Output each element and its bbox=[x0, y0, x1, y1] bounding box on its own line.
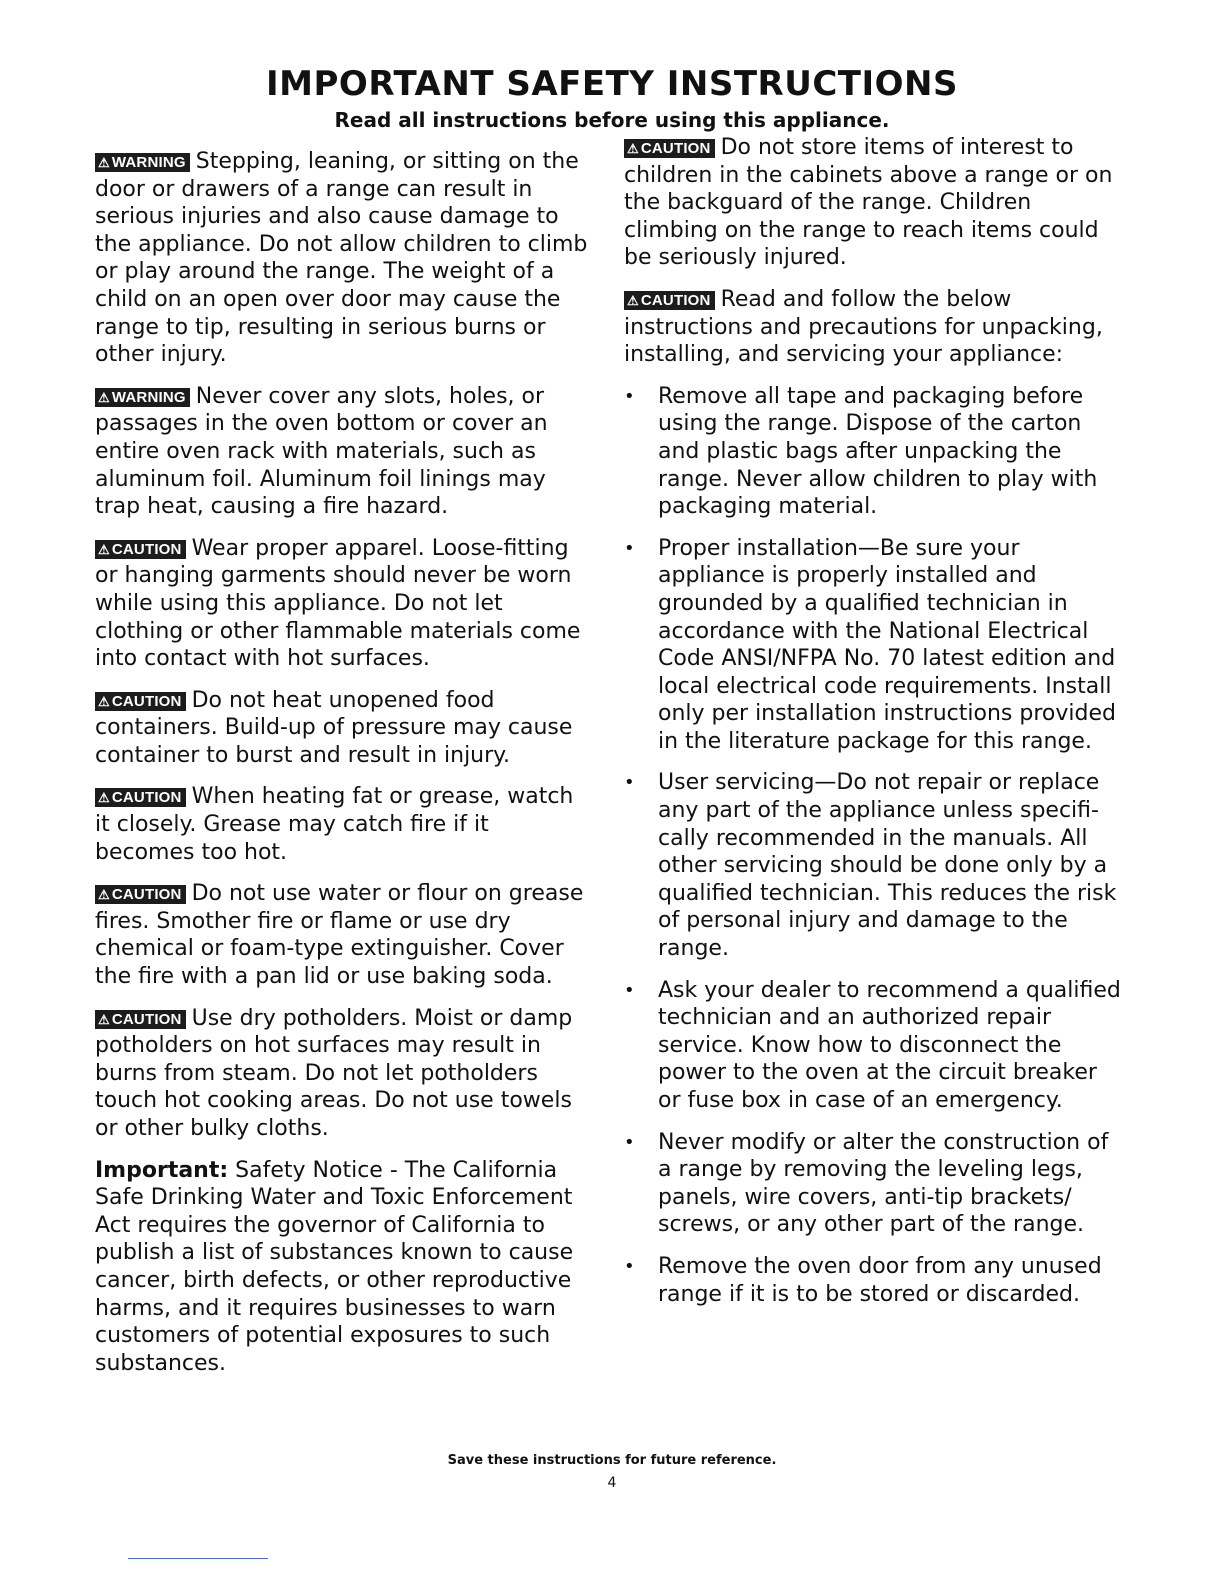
list-item bbox=[624, 383, 1124, 521]
warning-paragraph bbox=[95, 383, 595, 521]
paragraph-text: Use dry potholders. Moist or damp potholders on hot surfaces may result in burns from steam. Do not let potholders touch hot cooking areas. Do not use towels or other bulky cloths. bbox=[95, 1005, 573, 1141]
badge-label: CAUTION bbox=[111, 1010, 182, 1028]
instruction-list bbox=[624, 383, 1124, 1308]
caution-badge bbox=[95, 885, 186, 904]
warning-badge bbox=[95, 153, 190, 172]
page-subtitle: Read all instructions before using this appliance. bbox=[334, 108, 890, 132]
warning-triangle-icon: ⚠ bbox=[98, 693, 110, 709]
caution-badge bbox=[95, 540, 186, 559]
badge-label: CAUTION bbox=[111, 886, 182, 904]
paragraph-text: Stepping, leaning, or sitting on the door or drawers of a range can result in serious injuries and also cause damage to the appliance. Do not allow children to climb or play around the range. The weight of a child on an open over door may cause the range to tip, resulting in serious burns or other injury. bbox=[95, 149, 588, 368]
warning-triangle-icon: ⚠ bbox=[98, 155, 110, 170]
list-item bbox=[624, 535, 1124, 756]
list-item bbox=[624, 1253, 1124, 1308]
bullet-icon: • bbox=[624, 537, 635, 559]
badge-label: CAUTION bbox=[640, 140, 711, 157]
badge-label: CAUTION bbox=[111, 540, 182, 558]
bullet-icon: • bbox=[624, 385, 635, 407]
caution-paragraph bbox=[95, 1005, 595, 1143]
page-title: IMPORTANT SAFETY INSTRUCTIONS bbox=[266, 64, 958, 104]
caution-badge bbox=[95, 692, 186, 711]
paragraph-text: Do not heat unopened food containers. Build-up of pressure may cause container to burst and result in injury. bbox=[95, 687, 573, 768]
caution-paragraph bbox=[95, 783, 595, 866]
warning-triangle-icon: ⚠ bbox=[98, 887, 110, 903]
warning-triangle-icon: ⚠ bbox=[98, 389, 110, 405]
caution-paragraph bbox=[624, 134, 1124, 272]
badge-label: CAUTION bbox=[111, 789, 182, 807]
paragraph-text: Never cover any slots, holes, or passages in the oven bottom or cover an entire oven rack with materials, such as aluminum foil. Aluminum foil linings may trap heat, causing a fire hazard. bbox=[95, 383, 548, 520]
footer-note: Save these instructions for future reference. bbox=[447, 1453, 777, 1468]
bullet-icon: • bbox=[624, 979, 635, 1001]
bullet-icon: • bbox=[624, 1255, 635, 1277]
list-item-text: User servicing—Do not repair or replace any part of the appliance unless specifi-cally recommended in the manuals. All other servicing should be done only by a qualified technician. This reduces the risk of personal injury and damage to the range. bbox=[658, 770, 1117, 962]
caution-paragraph bbox=[95, 687, 595, 770]
warning-triangle-icon: ⚠ bbox=[98, 541, 110, 557]
badge-label: CAUTION bbox=[640, 291, 711, 309]
divider bbox=[128, 1558, 268, 1559]
caution-badge bbox=[95, 1010, 186, 1029]
warning-triangle-icon: ⚠ bbox=[627, 141, 639, 156]
right-column bbox=[624, 134, 1124, 1322]
list-item-text: Proper installation—Be sure your appliance is properly installed and grounded by a qualified technician in accordance with the National Electrical Code ANSI/NFPA No. 70 latest edition and local electrical code requirements. Install only per installation instructions provided in the literature package for this range. bbox=[658, 535, 1116, 754]
list-item-text: Remove all tape and packaging before using the range. Dispose of the carton and plastic bags after unpacking the range. Never allow children to play with packaging material. bbox=[658, 383, 1098, 520]
caution-paragraph bbox=[95, 880, 595, 990]
list-item bbox=[624, 977, 1124, 1115]
caution-badge bbox=[624, 139, 715, 158]
caution-badge bbox=[624, 291, 715, 310]
list-item bbox=[624, 1129, 1124, 1239]
paragraph-text: Do not use water or flour on grease fires. Smother fire or flame or use dry chemical or foam-type extinguisher. Cover the fire with a pan lid or use baking soda. bbox=[95, 881, 584, 990]
paragraph-text: When heating fat or grease, watch it closely. Grease may catch fire if it becomes too hot. bbox=[95, 784, 574, 865]
paragraph-text: Do not store items of interest to children in the cabinets above a range or on the backguard of the range. Children climbing on the range to reach items could be seriously injured. bbox=[624, 135, 1113, 271]
caution-paragraph bbox=[624, 286, 1124, 369]
warning-triangle-icon: ⚠ bbox=[98, 1011, 110, 1027]
warning-triangle-icon: ⚠ bbox=[627, 292, 639, 308]
important-notice bbox=[95, 1157, 595, 1378]
bullet-icon: • bbox=[624, 772, 635, 794]
important-text: Safety Notice - The California Safe Drinking Water and Toxic Enforcement Act requires the governor of California to publish a list of substances known to cause cancer, birth defects, or other reproductive harms, and it requires businesses to warn customers of potential exposures to such substances. bbox=[95, 1157, 574, 1376]
bullet-icon: • bbox=[624, 1131, 635, 1153]
page-number: 4 bbox=[607, 1475, 617, 1491]
warning-badge bbox=[95, 388, 190, 407]
paragraph-text: Read and follow the below instructions and precautions for unpacking, installing, and servicing your appliance: bbox=[624, 286, 1103, 368]
list-item-text: Remove the oven door from any unused range if it is to be stored or discarded. bbox=[658, 1253, 1102, 1307]
warning-paragraph bbox=[95, 148, 595, 369]
important-label: Important: bbox=[95, 1157, 229, 1183]
warning-triangle-icon: ⚠ bbox=[98, 790, 110, 806]
list-item-text: Never modify or alter the construction of a range by removing the leveling legs, panels, wire covers, anti-tip brackets/ screws, or any other part of the range. bbox=[658, 1129, 1109, 1238]
left-column bbox=[95, 148, 595, 1391]
caution-badge bbox=[95, 788, 186, 807]
badge-label: WARNING bbox=[111, 388, 186, 406]
list-item-text: Ask your dealer to recommend a qualified technician and an authorized repair service. Know how to disconnect the power to the oven at the circuit breaker or fuse box in case of an emergency. bbox=[658, 977, 1121, 1113]
badge-label: CAUTION bbox=[111, 692, 182, 710]
caution-paragraph bbox=[95, 535, 595, 673]
paragraph-text: Wear proper apparel. Loose-fitting or hanging garments should never be worn while using this appliance. Do not let clothing or other flammable materials come into contact with hot surfaces. bbox=[95, 535, 581, 672]
list-item bbox=[624, 769, 1124, 962]
badge-label: WARNING bbox=[111, 154, 186, 171]
